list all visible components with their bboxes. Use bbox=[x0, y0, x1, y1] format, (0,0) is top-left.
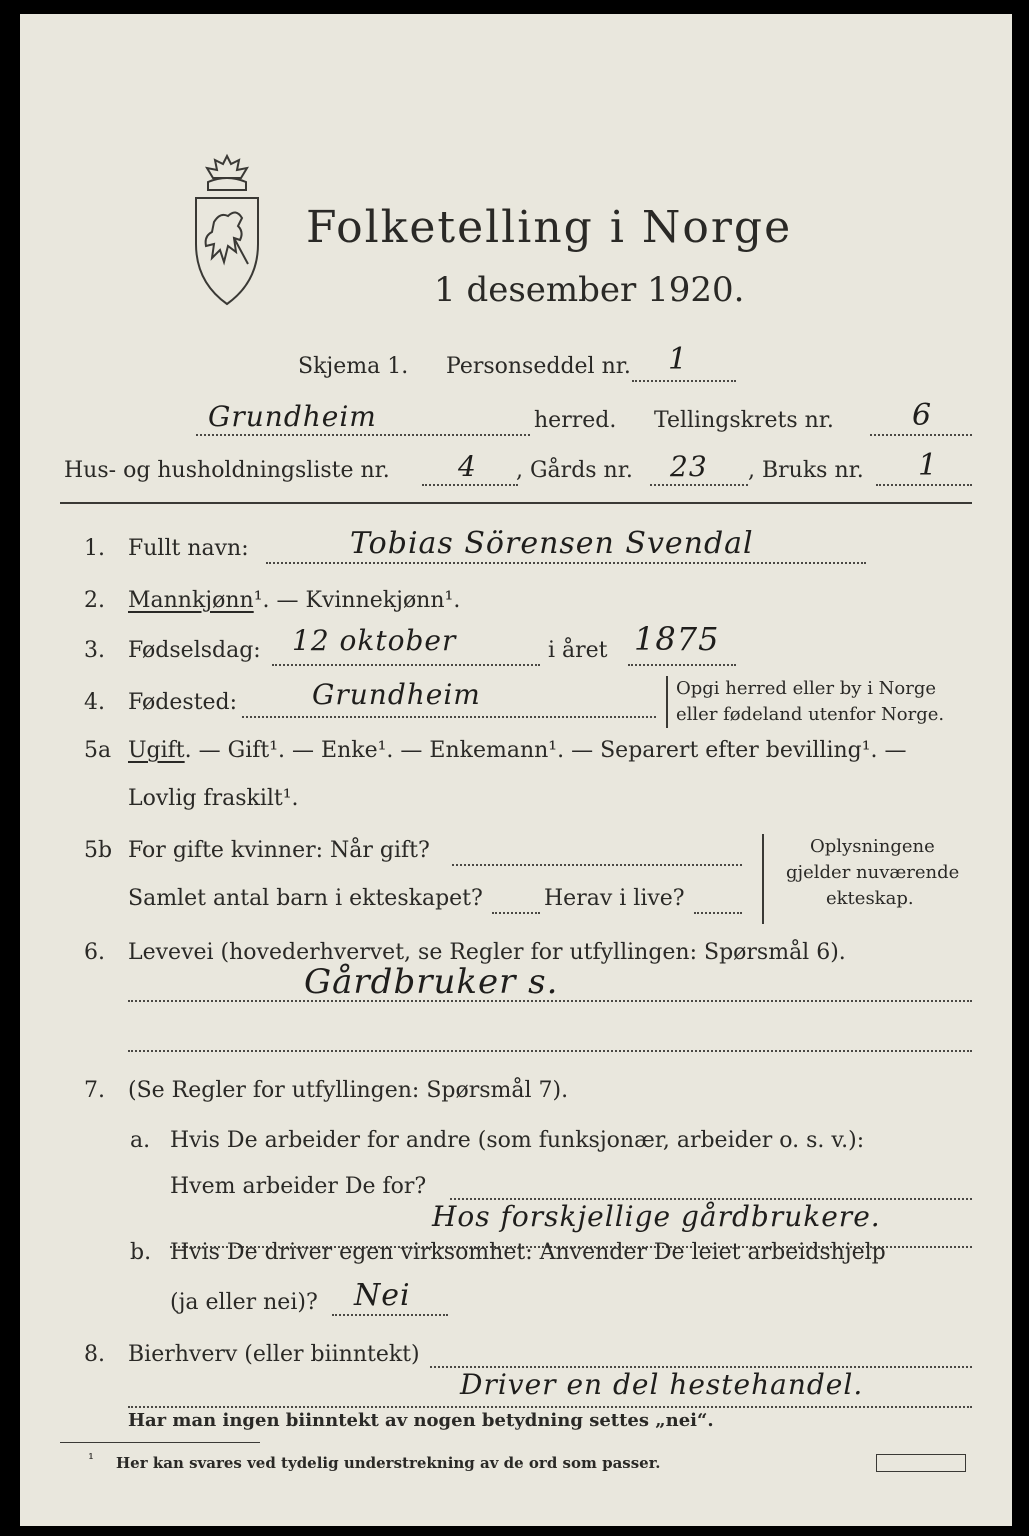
q2-sep: . — bbox=[262, 588, 306, 613]
q7-number: 7. bbox=[84, 1078, 105, 1103]
printer-stamp bbox=[876, 1454, 966, 1472]
tellingskrets-line bbox=[870, 434, 972, 436]
q7b-label: Hvis De driver egen virksomhet: Anvender De leiet arbeidshjelp bbox=[170, 1240, 886, 1265]
tellingskrets-value: 6 bbox=[912, 398, 933, 433]
footnote-mark: ¹ bbox=[88, 1450, 95, 1468]
q5b-line-3 bbox=[694, 912, 742, 914]
q4-value: Grundheim bbox=[312, 678, 481, 711]
q4-note-1: Opgi herred eller by i Norge bbox=[676, 678, 937, 699]
q2-options: Mannkjønn¹. — Kvinnekjønn¹. bbox=[128, 588, 461, 613]
q8-number: 8. bbox=[84, 1342, 105, 1367]
q6-number: 6. bbox=[84, 940, 105, 965]
q5b-label-1: For gifte kvinner: Når gift? bbox=[128, 838, 430, 863]
q5a-ugift: Ugift bbox=[128, 738, 185, 763]
skjema-label: Skjema 1. bbox=[298, 354, 409, 379]
gards-label: , Gårds nr. bbox=[516, 458, 633, 483]
norway-coat-of-arms-icon bbox=[186, 152, 268, 312]
q7b-number: b. bbox=[130, 1240, 152, 1265]
q1-label: Fullt navn: bbox=[128, 536, 249, 561]
gards-line bbox=[650, 484, 748, 486]
q8-label: Bierhverv (eller biinntekt) bbox=[128, 1342, 420, 1367]
q7a-number: a. bbox=[130, 1128, 151, 1153]
q3-year-value: 1875 bbox=[634, 620, 720, 658]
hus-label: Hus- og husholdningsliste nr. bbox=[64, 458, 390, 483]
q3-value: 12 oktober bbox=[292, 624, 457, 657]
q1-value: Tobias Sörensen Svendal bbox=[350, 526, 754, 561]
q5b-note-2: gjelder nuværende bbox=[786, 862, 960, 883]
gards-value: 23 bbox=[670, 450, 708, 483]
footnote-divider bbox=[60, 1442, 260, 1443]
q3-line bbox=[272, 664, 540, 666]
q7a-label-2: Hvem arbeider De for? bbox=[170, 1174, 427, 1199]
q2-mann: Mannkjønn bbox=[128, 588, 254, 613]
q7a-label: Hvis De arbeider for andre (som funksjonær, arbeider o. s. v.): bbox=[170, 1128, 865, 1153]
q3-year-line bbox=[628, 664, 736, 666]
herred-value: Grundheim bbox=[208, 400, 377, 433]
footnote-text: Her kan svares ved tydelig understrekning av de ord som passer. bbox=[116, 1454, 661, 1472]
q7b-label-2: (ja eller nei)? bbox=[170, 1290, 318, 1315]
q5a-number: 5a bbox=[84, 738, 112, 763]
q4-label: Fødested: bbox=[128, 690, 238, 715]
q6-line-1 bbox=[128, 1000, 972, 1002]
header-divider bbox=[60, 502, 972, 504]
q4-brace bbox=[666, 676, 668, 728]
herred-label: herred. bbox=[534, 408, 617, 433]
q4-line bbox=[242, 716, 656, 718]
q2-number: 2. bbox=[84, 588, 105, 613]
census-date: 1 desember 1920. bbox=[434, 270, 745, 310]
q7-label: (Se Regler for utfyllingen: Spørsmål 7). bbox=[128, 1078, 569, 1103]
q5b-note-3: ekteskap. bbox=[826, 888, 914, 909]
bruks-value: 1 bbox=[918, 448, 939, 483]
q4-number: 4. bbox=[84, 690, 105, 715]
q8-value: Driver en del hestehandel. bbox=[460, 1368, 864, 1401]
q7b-value: Nei bbox=[354, 1278, 411, 1313]
census-form bbox=[20, 14, 1012, 1526]
q3-number: 3. bbox=[84, 638, 105, 663]
q2-kvinne: Kvinnekjønn bbox=[305, 588, 445, 613]
q3-label: Fødselsdag: bbox=[128, 638, 261, 663]
q3-year-label: i året bbox=[548, 638, 608, 663]
personseddel-value: 1 bbox=[668, 342, 689, 377]
hus-value: 4 bbox=[458, 450, 477, 483]
q5b-line-1 bbox=[452, 864, 742, 866]
q5b-number: 5b bbox=[84, 838, 113, 863]
q5a-options bbox=[128, 738, 907, 763]
bruks-label: , Bruks nr. bbox=[748, 458, 864, 483]
personseddel-line bbox=[632, 380, 736, 382]
personseddel-label: Personseddel nr. bbox=[446, 354, 631, 379]
q5b-line-2 bbox=[492, 912, 540, 914]
q5a-line2: Lovlig fraskilt¹. bbox=[128, 786, 299, 811]
q6-value: Gårdbruker s. bbox=[304, 962, 559, 1002]
q8-note: Har man ingen biinntekt av nogen betydning settes „nei“. bbox=[128, 1410, 714, 1431]
q7b-line bbox=[332, 1314, 448, 1316]
herred-line bbox=[196, 434, 530, 436]
q5b-brace bbox=[762, 834, 764, 924]
hus-line bbox=[422, 484, 518, 486]
q5b-label-2: Samlet antal barn i ekteskapet? bbox=[128, 886, 483, 911]
form-title: Folketelling i Norge bbox=[306, 202, 793, 253]
q1-number: 1. bbox=[84, 536, 105, 561]
q8-line-2 bbox=[128, 1406, 972, 1408]
q7a-value: Hos forskjellige gårdbrukere. bbox=[432, 1200, 881, 1233]
tellingskrets-label: Tellingskrets nr. bbox=[654, 408, 834, 433]
q4-note-2: eller fødeland utenfor Norge. bbox=[676, 704, 945, 725]
q5a-rest: . — Gift¹. — Enke¹. — Enkemann¹. — Separert efter bevilling¹. — bbox=[184, 738, 907, 763]
q5b-note-1: Oplysningene bbox=[810, 836, 935, 857]
q1-line bbox=[266, 562, 866, 564]
q6-label: Levevei (hovederhvervet, se Regler for utfyllingen: Spørsmål 6). bbox=[128, 940, 846, 965]
bruks-line bbox=[876, 484, 972, 486]
q5b-label-3: Herav i live? bbox=[544, 886, 685, 911]
q6-line-2 bbox=[128, 1050, 972, 1052]
